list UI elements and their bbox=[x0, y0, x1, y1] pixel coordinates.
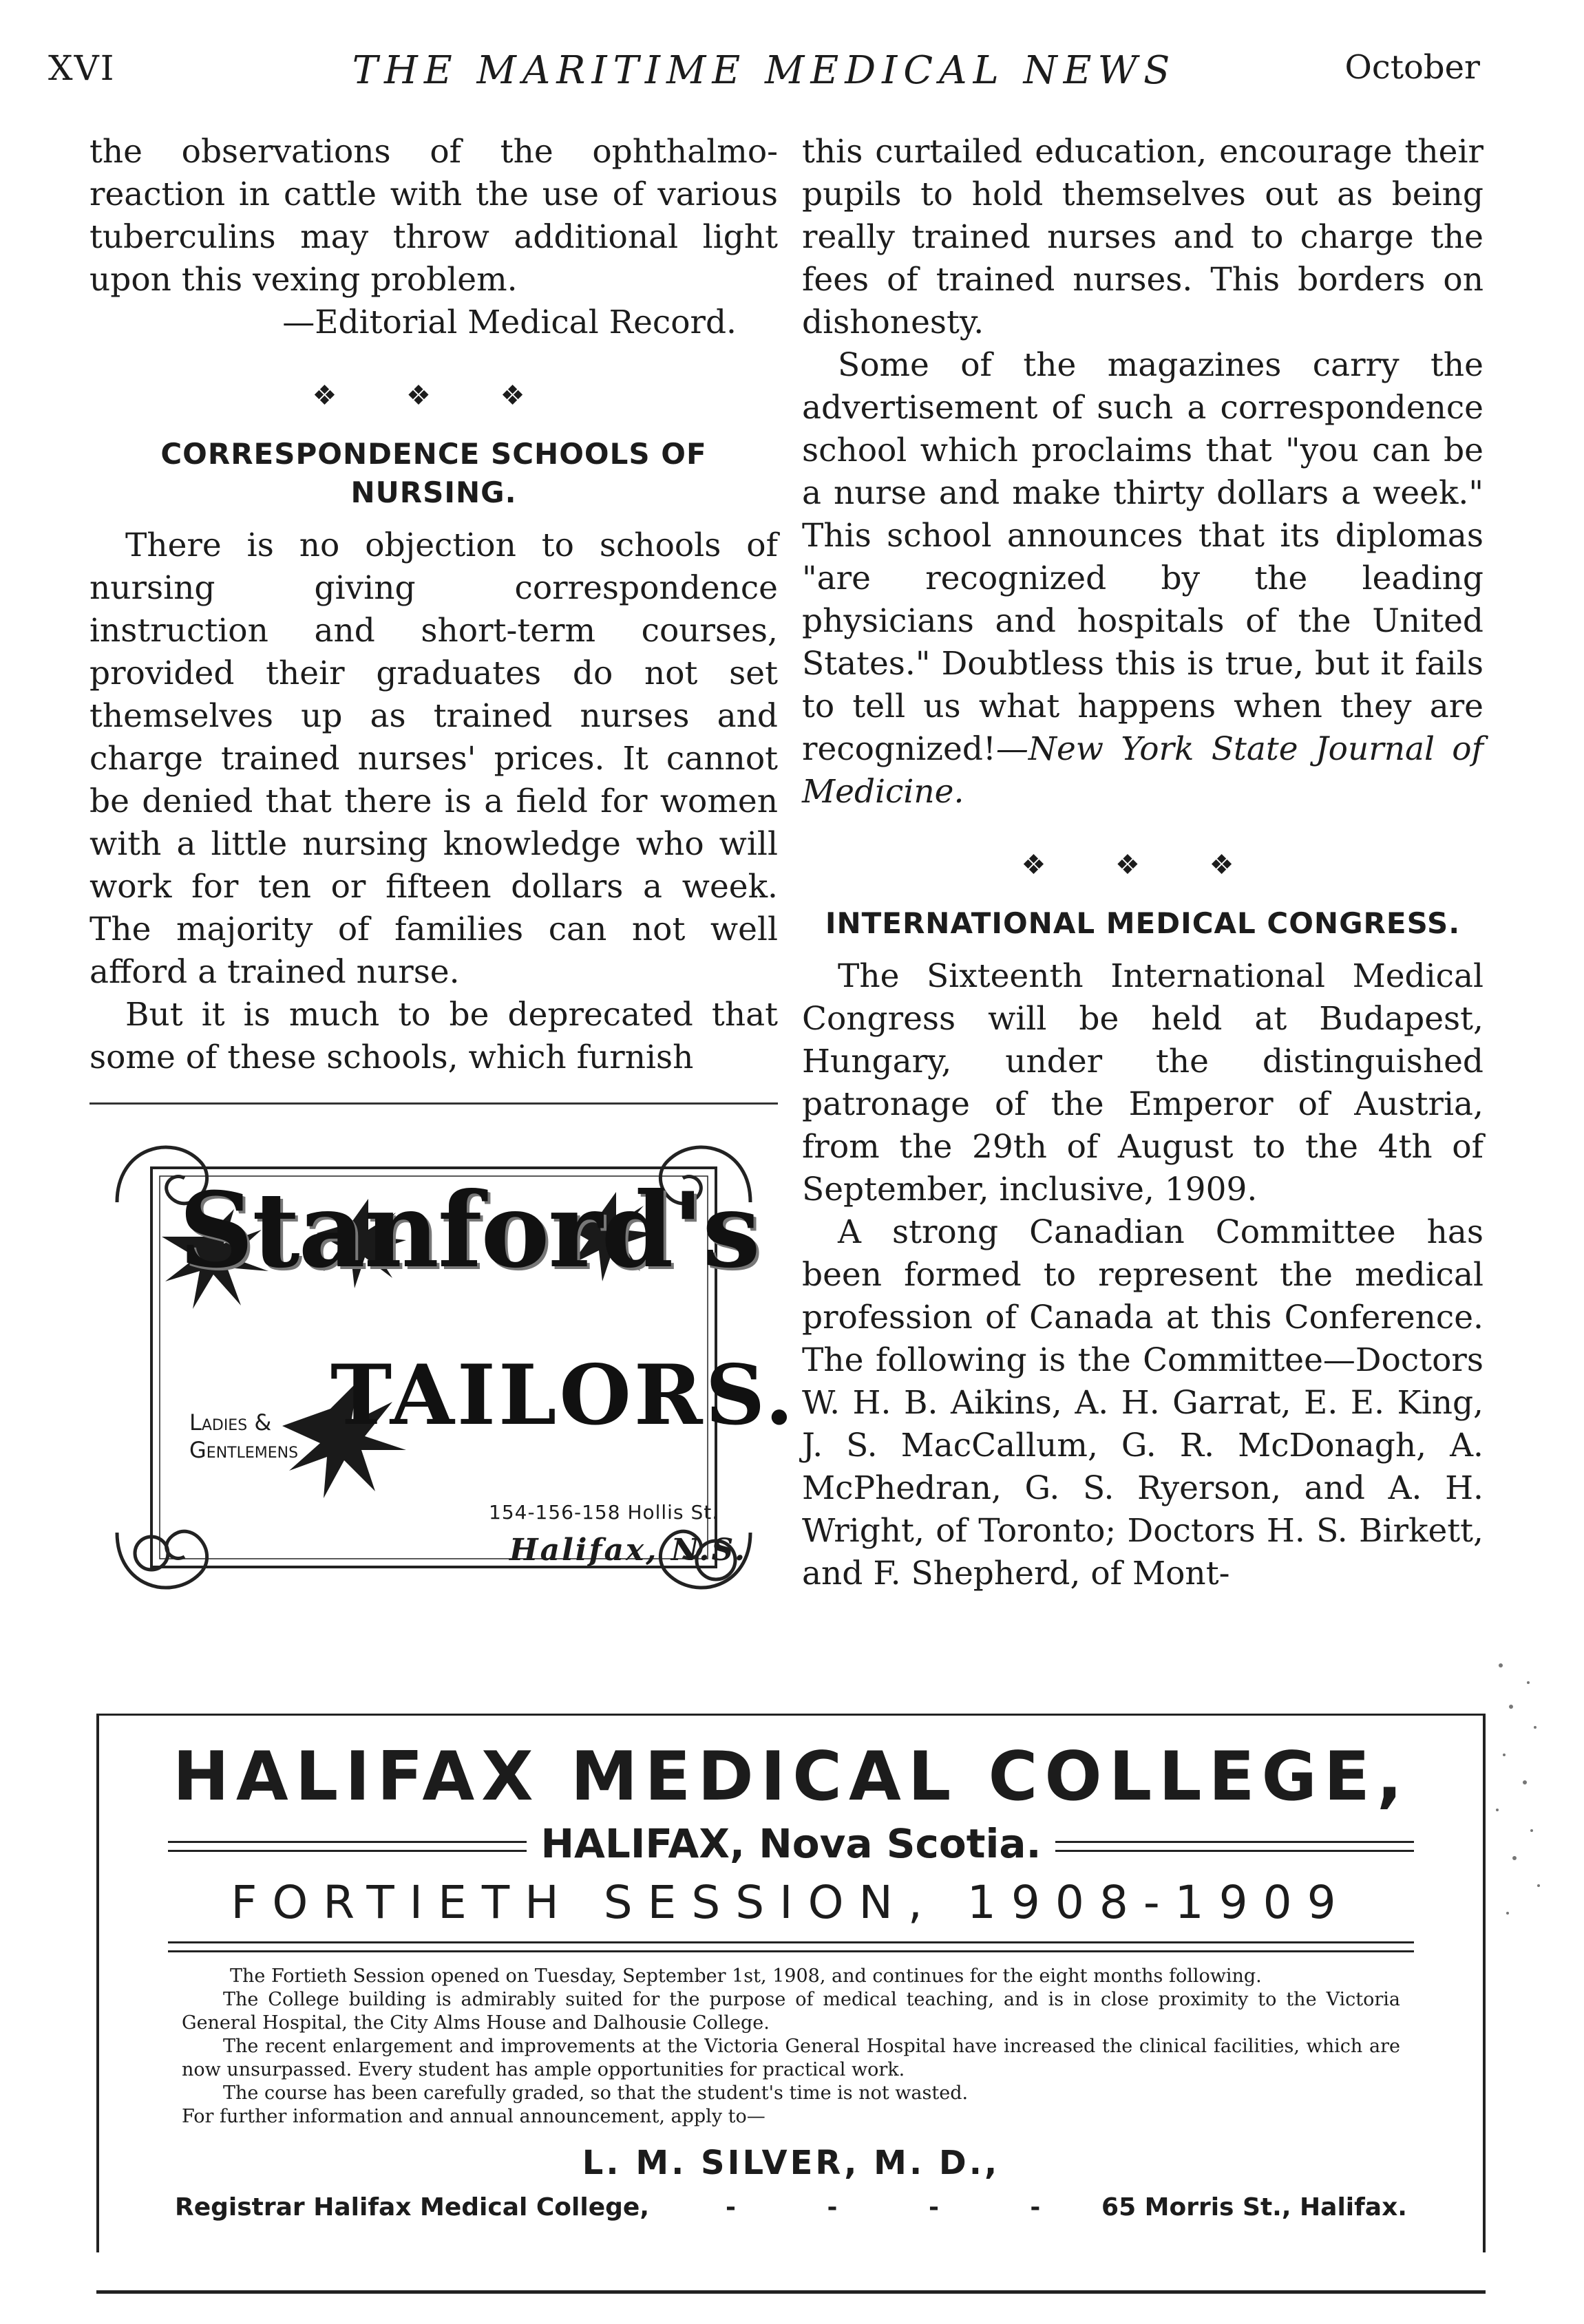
stanford-wordmark: Stanford's bbox=[179, 1170, 759, 1291]
college-paragraph: The course has been carefully graded, so that the student's time is not wasted. bbox=[223, 2082, 969, 2104]
registrar-footer bbox=[175, 2193, 1407, 2228]
college-location bbox=[168, 1820, 1414, 1867]
registrar-name: L. M. SILVER, M. D., bbox=[582, 2144, 1000, 2182]
continued-paragraph: the observations of the ophthalmo-reaction in cattle with the use of various tuberculins may throw additional light upon this vexing problem. bbox=[89, 133, 778, 299]
leader-dashes: - - - - bbox=[726, 2193, 1082, 2221]
article-heading-correspondence-schools: CORRESPONDENCE SCHOOLS OF NURSING. bbox=[160, 437, 707, 509]
college-location-row bbox=[168, 1820, 1414, 1868]
article-paragraph: There is no objection to schools of nursing giving correspondence instruction and short-term courses, provided their graduates do not set themselves up as trained nurses and charge trained nurses' prices. It cannot be denied that there is a field for women with a little nursing knowledge who will work for ten or fifteen dollars a week. The majority of families can not well afford a trained nurse. bbox=[89, 526, 778, 991]
gentlemens-label: Gentlemens bbox=[189, 1437, 299, 1463]
tailors-wordmark: TAILORS. bbox=[330, 1347, 796, 1444]
print-specks-icon bbox=[1487, 1652, 1549, 1941]
page-folio: XVI bbox=[48, 48, 116, 88]
stanford-tailors-advertisement bbox=[103, 1120, 796, 1615]
article-paragraph: A strong Canadian Committee has been formed to represent the medical profession of Canada at this Conference. The following is the Committee—Doctors W. H. B. Aikins, A. H. Garrat, E. E. King, J. S. MacCallum, G. R. McDonagh, A. McPhedran, G. S. Ryerson, and A. H. Wright, of Toronto; Doctors H. S. Birkett, and F. Shepherd, of Mont- bbox=[802, 1213, 1483, 1592]
double-rule bbox=[168, 1941, 1414, 1952]
right-column bbox=[802, 131, 1483, 1595]
section-divider-ornament: ❖ ❖ ❖ bbox=[1021, 849, 1265, 881]
journal-title: THE MARITIME MEDICAL NEWS bbox=[352, 48, 1176, 93]
college-description bbox=[182, 1965, 1400, 2129]
ad-bottom-rule bbox=[96, 2290, 1486, 2294]
halifax-medical-college-advertisement bbox=[96, 1714, 1486, 2252]
ladies-gentlemens-label bbox=[189, 1409, 298, 1464]
college-paragraph: The Fortieth Session opened on Tuesday, September 1st, 1908, and continues for the eight months following. bbox=[230, 1965, 1262, 1987]
left-column bbox=[89, 131, 796, 1615]
registrar-address: 65 Morris St., Halifax. bbox=[1101, 2193, 1407, 2221]
editorial-source: —Editorial Medical Record. bbox=[282, 303, 737, 341]
column-rule bbox=[89, 1102, 778, 1105]
section-divider-ornament: ❖ ❖ ❖ bbox=[312, 380, 556, 412]
college-title: HALIFAX MEDICAL COLLEGE, bbox=[172, 1738, 1410, 1816]
article-paragraph-text: Some of the magazines carry the advertisement of such a correspondence school which proclaims that "you can be a nurse and make thirty dollars a week." This school announces that its diplomas "are recognized by the leading physicians and hospitals of the United States." Doubtless this is true, but it fails to tell us what happens when they are recognized! bbox=[802, 346, 1483, 768]
continued-paragraph: this curtailed education, encourage their pupils to hold themselves out as being really trained nurses and to charge the fees of trained nurses. This borders on dishonesty. bbox=[802, 133, 1483, 341]
college-location-text: HALIFAX, Nova Scotia. bbox=[527, 1820, 1055, 1867]
journal-source: —New York State Journal of Medicine. bbox=[802, 730, 1483, 811]
article-paragraph: The Sixteenth International Medical Congress will be held at Budapest, Hungary, under the distinguished patronage of the Emperor of Austria, from the 29th of August to the 4th of September, inclusive, 1909. bbox=[802, 957, 1483, 1208]
college-session: FORTIETH SESSION, 1908-1909 bbox=[231, 1876, 1351, 1929]
college-paragraph: The College building is admirably suited for the purpose of medical teaching, and is in close proximity to the Victoria General Hospital, the City Alms House and Dalhousie College. bbox=[182, 1989, 1400, 2034]
issue-month: October bbox=[1344, 48, 1480, 87]
ladies-label: Ladies & bbox=[189, 1409, 272, 1436]
stanford-address: 154-156-158 Hollis St. bbox=[489, 1501, 719, 1524]
article-heading-medical-congress: INTERNATIONAL MEDICAL CONGRESS. bbox=[825, 906, 1461, 940]
running-head bbox=[48, 48, 1480, 110]
registrar-title: Registrar Halifax Medical College, bbox=[175, 2193, 649, 2221]
college-paragraph: The recent enlargement and improvements at the Victoria General Hospital have increased the clinical facilities, which are now unsurpassed. Every student has ample opportunities for practical work. bbox=[182, 2036, 1400, 2080]
stanford-city: Halifax, N.S. bbox=[509, 1533, 748, 1568]
article-paragraph bbox=[802, 344, 1483, 813]
college-paragraph: For further information and annual announcement, apply to— bbox=[182, 2106, 765, 2127]
article-paragraph: But it is much to be deprecated that some of these schools, which furnish bbox=[89, 996, 778, 1076]
